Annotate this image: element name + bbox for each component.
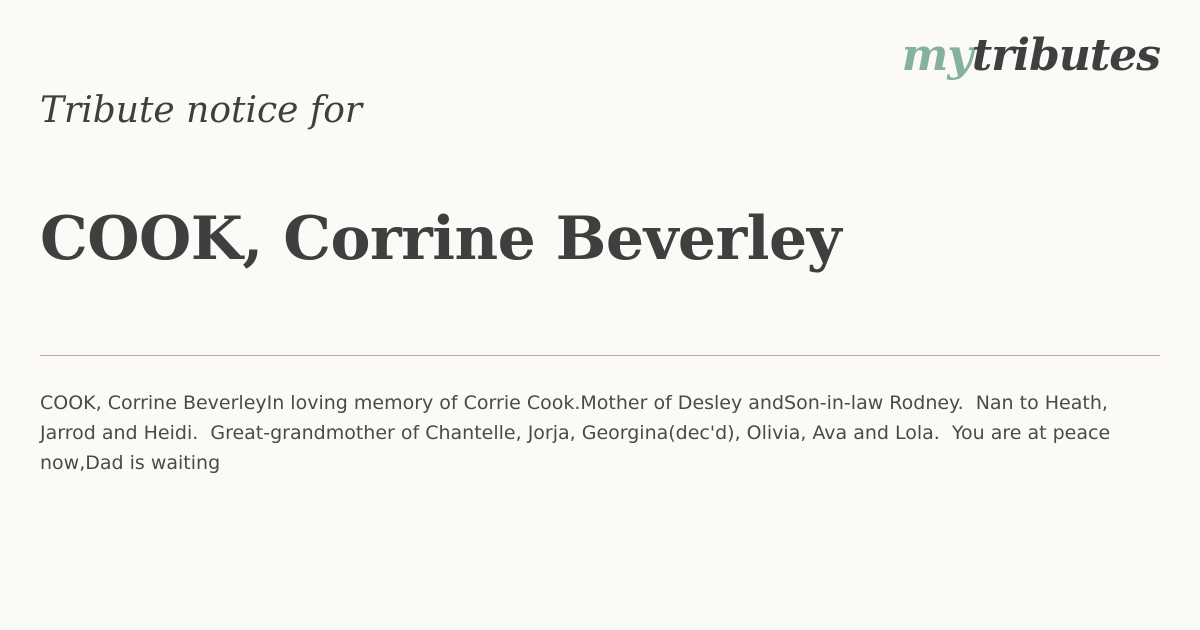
divider <box>40 355 1160 356</box>
logo-tributes-text: tributes <box>971 30 1160 81</box>
tribute-subtitle: Tribute notice for <box>40 90 363 131</box>
notice-body: COOK, Corrine BeverleyIn loving memory of Corrie Cook.Mother of Desley andSon-in-law Rodney. Nan to Heath, Jarrod and Heidi. Great-grandmother of Chantelle, Jorja, Georgina(dec'd), Olivia, Ava and Lola. You are at peace now,Dad is waiting <box>40 392 1117 474</box>
logo-my-text: my <box>901 30 972 81</box>
mytributes-logo[interactable] <box>901 30 1160 81</box>
deceased-name: COOK, Corrine Beverley <box>40 204 842 274</box>
